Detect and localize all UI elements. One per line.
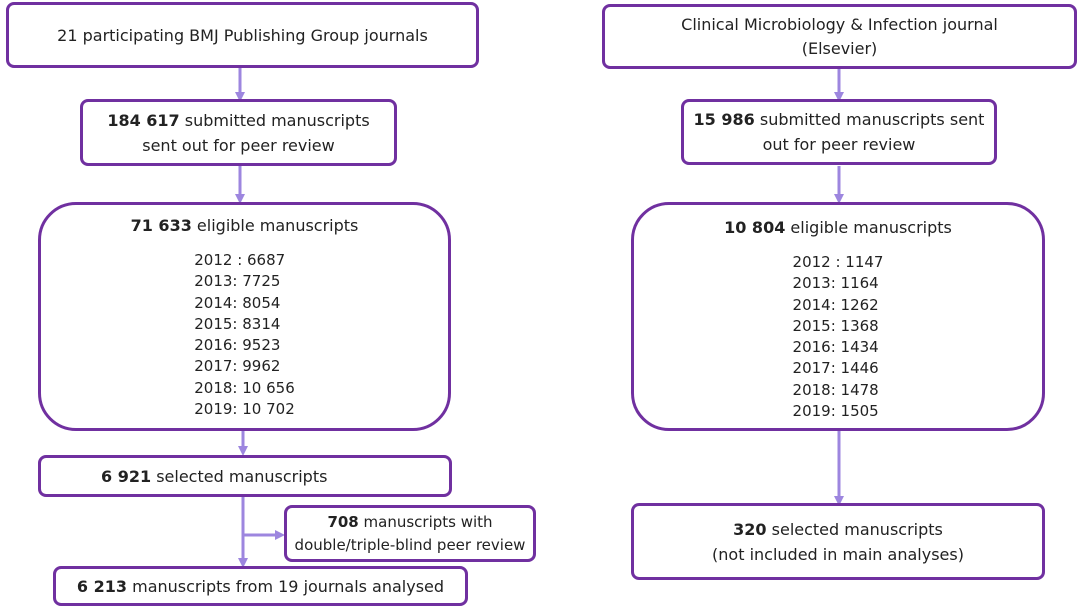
cmi-selected-line1 — [733, 517, 943, 542]
bmj-selected-text — [101, 464, 327, 489]
year-count: 2019: 10 702 — [194, 400, 295, 419]
year-count: 2012 : 6687 — [194, 251, 286, 269]
bmj-analysed-text — [77, 574, 444, 599]
bmj-excluded-line2: double/triple-blind peer review — [294, 535, 526, 554]
cmi-submitted-count: 15 986 — [693, 110, 755, 129]
bmj-analysed-box — [53, 566, 468, 606]
year-count: 2015: 8314 — [194, 314, 281, 333]
year-count: 2018: 1478 — [792, 380, 879, 399]
cmi-submitted-label: submitted manuscripts sent out for peer review — [759, 110, 985, 154]
cmi-eligible-box — [631, 202, 1045, 431]
cmi-selected-label1: selected manuscripts — [771, 519, 943, 539]
year-count: 2015: 1368 — [792, 316, 879, 335]
cmi-submitted-box — [681, 99, 997, 165]
bmj-excluded-box — [284, 505, 536, 562]
bmj-selected-count: 6 921 — [101, 466, 152, 486]
cmi-year-list — [793, 252, 884, 422]
year-count: 2017: 9962 — [194, 357, 281, 376]
bmj-excluded-line1 — [327, 511, 492, 534]
bmj-excluded-label1: manuscripts with — [363, 512, 493, 531]
cmi-journal-box — [602, 4, 1077, 69]
bmj-selected-label: selected manuscripts — [156, 466, 328, 486]
bmj-selected-box — [38, 455, 452, 497]
cmi-submitted-text — [689, 107, 989, 157]
bmj-eligible-heading — [131, 213, 359, 238]
year-count: 2013: 7725 — [194, 272, 281, 291]
bmj-eligible-box — [38, 202, 451, 431]
bmj-submitted-text — [89, 108, 389, 158]
bmj-submitted-box — [80, 99, 397, 166]
cmi-selected-count: 320 — [733, 519, 767, 539]
cmi-selected-line2: (not included in main analyses) — [712, 544, 964, 564]
year-count: 2016: 1434 — [792, 338, 879, 357]
bmj-analysed-count: 6 213 — [76, 576, 128, 596]
bmj-excluded-count: 708 — [327, 512, 359, 531]
bmj-eligible-label: eligible manuscripts — [196, 216, 359, 235]
cmi-selected-box — [631, 503, 1045, 580]
year-count: 2016: 9523 — [194, 336, 281, 355]
year-count: 2017: 1446 — [792, 359, 879, 378]
bmj-eligible-count: 71 633 — [130, 216, 192, 235]
year-count: 2018: 10 656 — [194, 378, 295, 397]
bmj-journals-label: 21 participating BMJ Publishing Group journals — [57, 25, 428, 45]
bmj-year-list — [194, 250, 294, 420]
cmi-eligible-heading — [724, 215, 952, 240]
year-count: 2014: 1262 — [792, 295, 879, 314]
cmi-journal-line2: (Elsevier) — [801, 38, 878, 58]
year-count: 2012 : 1147 — [792, 253, 884, 271]
cmi-eligible-label: eligible manuscripts — [790, 218, 952, 237]
cmi-journal-line1: Clinical Microbiology & Infection journal — [681, 14, 998, 34]
bmj-analysed-label: manuscripts from 19 journals analysed — [132, 576, 445, 596]
year-count: 2019: 1505 — [792, 402, 879, 421]
year-count: 2013: 1164 — [792, 274, 879, 293]
bmj-journals-box — [6, 2, 479, 68]
bmj-submitted-count: 184 617 — [107, 110, 180, 130]
cmi-eligible-count: 10 804 — [724, 218, 786, 237]
year-count: 2014: 8054 — [194, 293, 281, 312]
bmj-submitted-label: submitted manuscripts sent out for peer review — [142, 110, 370, 155]
